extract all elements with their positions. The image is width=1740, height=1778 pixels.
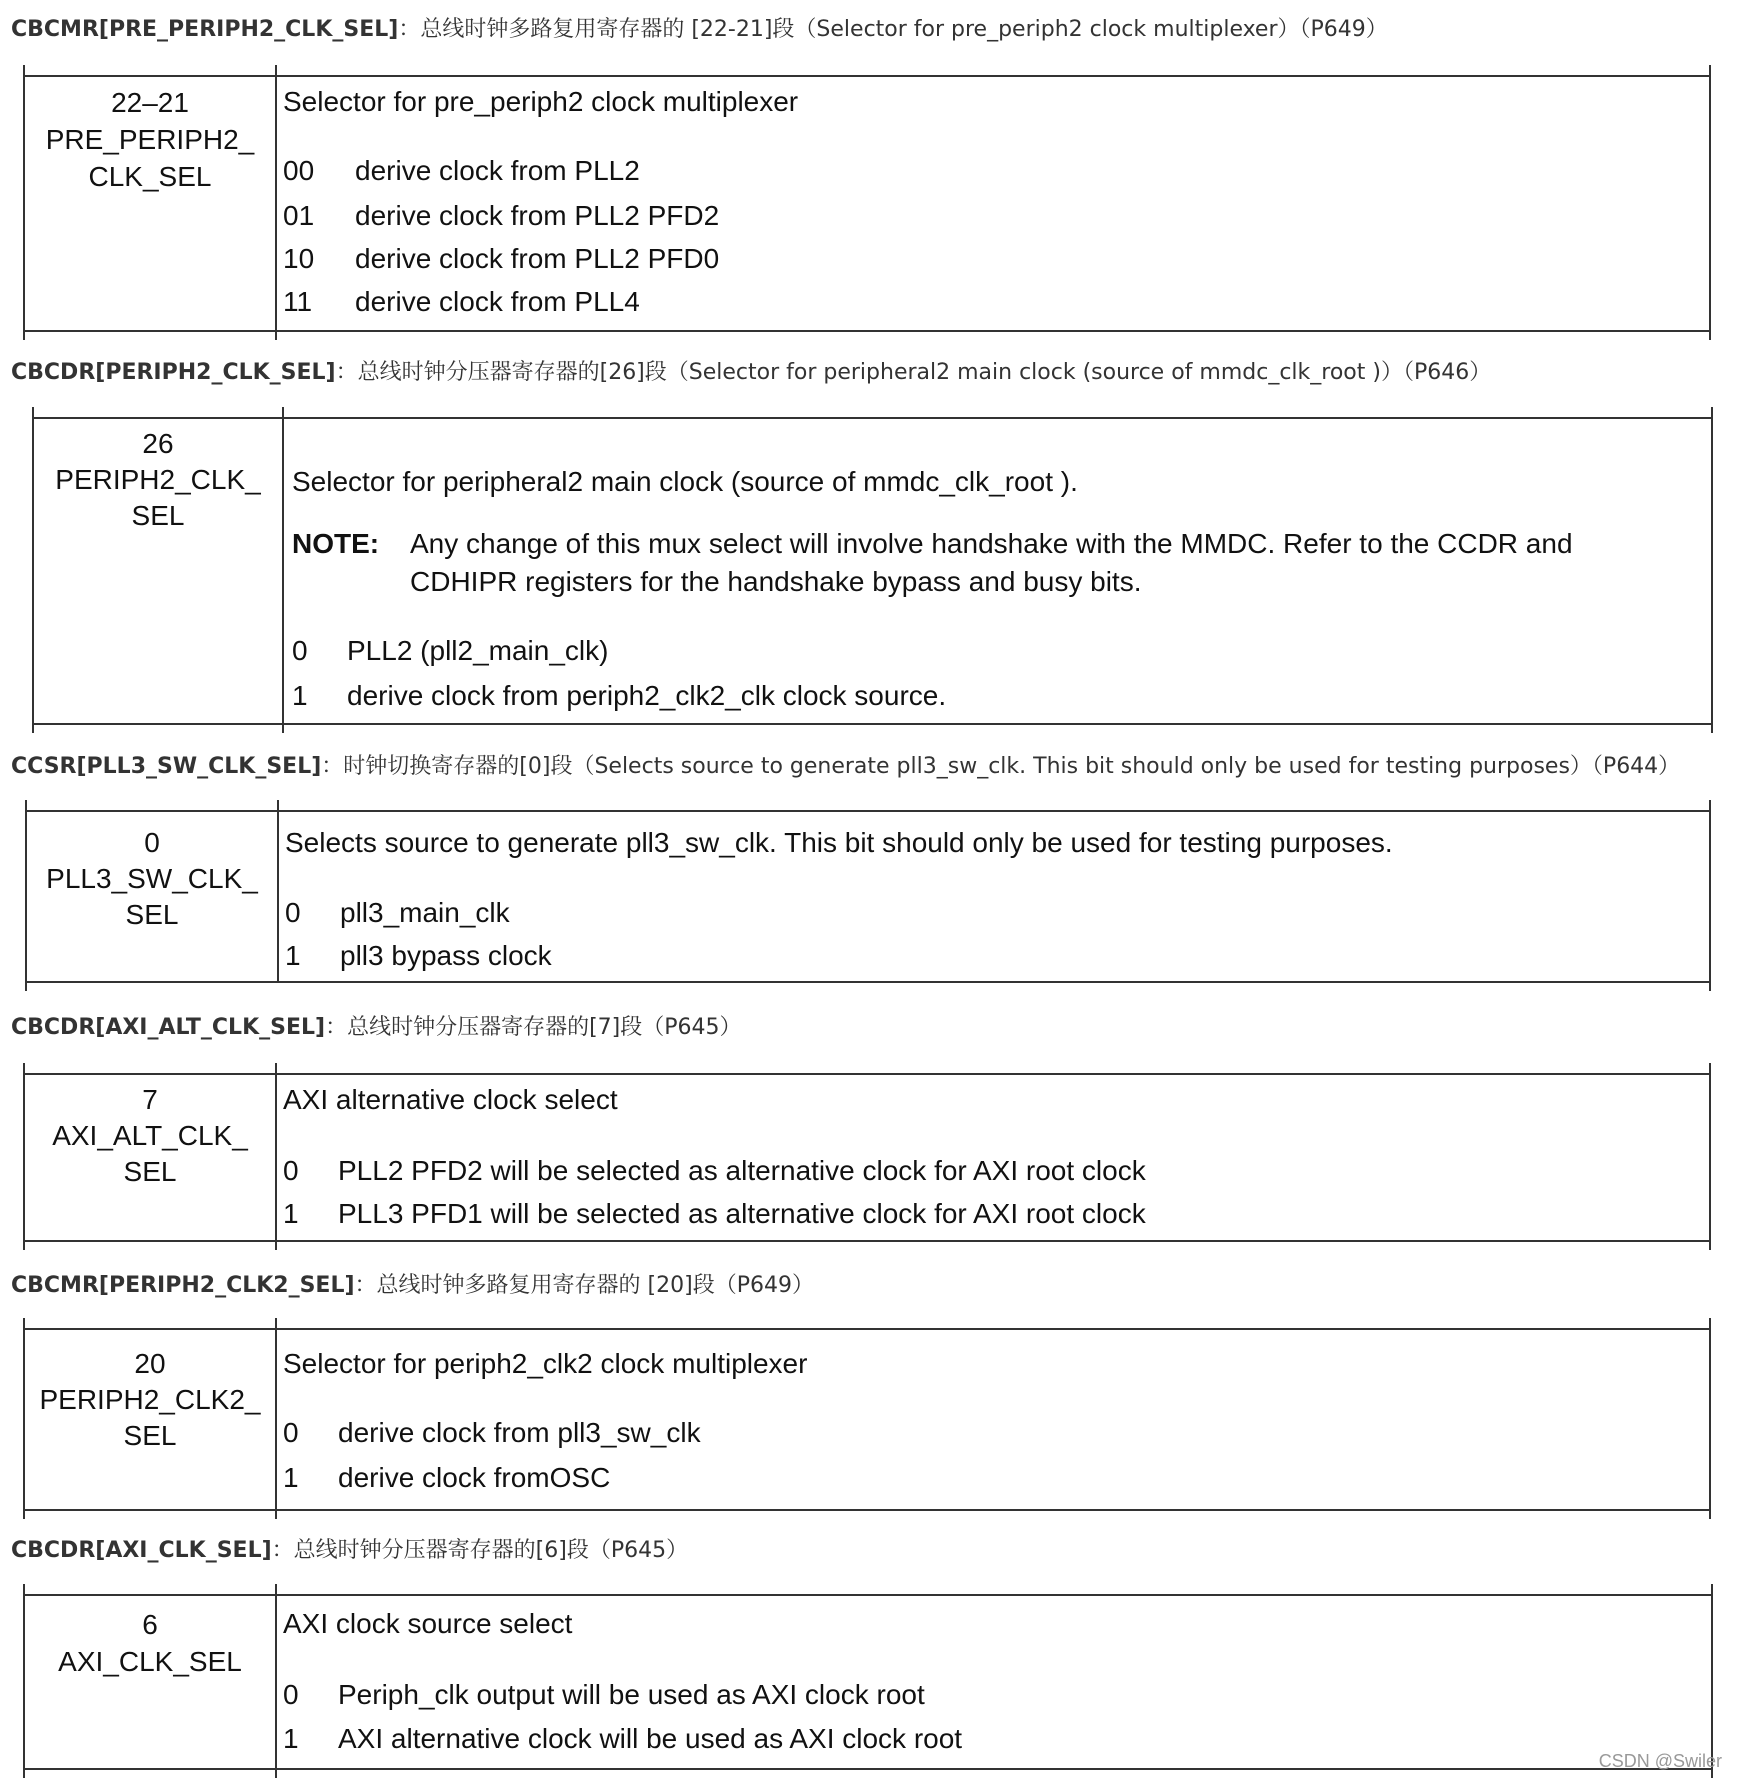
- field-title: Selector for peripheral2 main clock (source of mmdc_clk_root ).: [292, 466, 1078, 497]
- bit-range: 7: [142, 1084, 158, 1115]
- value-code: 11: [283, 286, 313, 317]
- value-description: PLL2 (pll2_main_clk): [347, 635, 609, 666]
- field-title: Selector for periph2_clk2 clock multiplexer: [283, 1348, 808, 1379]
- value-description: PLL3 PFD1 will be selected as alternative clock for AXI root clock: [338, 1198, 1146, 1229]
- register-field-table: [32, 417, 1713, 725]
- value-code: 10: [283, 243, 315, 274]
- value-code: 0: [292, 635, 308, 666]
- value-description: derive clock from pll3_sw_clk: [338, 1417, 701, 1448]
- register-description: ：总线时钟分压器寄存器的[7]段（P645）: [325, 1015, 742, 1040]
- section-heading: [11, 1271, 814, 1301]
- value-description: derive clock from PLL2: [355, 155, 640, 186]
- field-name: PRE_PERIPH2_: [45, 124, 255, 155]
- value-code: 1: [283, 1198, 299, 1229]
- field-cell: [25, 84, 275, 195]
- section-heading: [11, 1013, 742, 1043]
- value-description: derive clock from PLL4: [355, 286, 640, 317]
- field-cell: [25, 1082, 275, 1190]
- value-code: 01: [283, 200, 315, 231]
- register-name: CCSR[PLL3_SW_CLK_SEL]: [11, 754, 322, 779]
- field-title: AXI clock source select: [283, 1608, 573, 1639]
- register-field-table: [23, 1073, 1711, 1242]
- value-description: derive clock from PLL2 PFD2: [355, 200, 720, 231]
- field-cell: [34, 426, 282, 534]
- watermark: CSDN @Swiler: [1598, 1751, 1722, 1771]
- register-name: CBCDR[PERIPH2_CLK_SEL]: [11, 360, 336, 385]
- register-field-table: [23, 1328, 1711, 1511]
- value-code: 0: [283, 1679, 299, 1710]
- register-description: ：时钟切换寄存器的[0]段（Selects source to generate pll3_sw_clk. This bit should only be used for testing purposes）（P644）: [321, 754, 1681, 779]
- field-name: SEL: [123, 1156, 177, 1187]
- section-heading: [11, 15, 1388, 45]
- value-code: 0: [283, 1155, 299, 1186]
- bit-range: 6: [142, 1609, 158, 1640]
- register-name: CBCDR[AXI_CLK_SEL]: [11, 1538, 272, 1563]
- value-code: 1: [285, 940, 301, 971]
- field-name: CLK_SEL: [88, 161, 212, 192]
- bit-range: 0: [144, 827, 160, 858]
- field-name: PERIPH2_CLK_: [55, 464, 261, 495]
- value-description: pll3 bypass clock: [340, 940, 552, 971]
- value-description: AXI alternative clock will be used as AXI clock root: [338, 1723, 963, 1754]
- value-code: 1: [283, 1462, 299, 1493]
- value-description: derive clock from PLL2 PFD0: [355, 243, 720, 274]
- field-name: PLL3_SW_CLK_: [46, 863, 258, 894]
- field-name: SEL: [131, 500, 185, 531]
- field-title: AXI alternative clock select: [283, 1084, 618, 1115]
- register-description: ：总线时钟多路复用寄存器的 [20]段（P649）: [354, 1273, 814, 1298]
- register-field-table: [23, 1594, 1713, 1770]
- register-name: CBCDR[AXI_ALT_CLK_SEL]: [11, 1015, 326, 1040]
- value-description: pll3_main_clk: [340, 897, 510, 928]
- value-description: PLL2 PFD2 will be selected as alternative clock for AXI root clock: [338, 1155, 1146, 1186]
- register-field-table: [23, 75, 1711, 332]
- field-name: AXI_CLK_SEL: [58, 1646, 242, 1677]
- field-name: SEL: [125, 899, 179, 930]
- bit-range: 26: [142, 428, 174, 459]
- value-description: Periph_clk output will be used as AXI clock root: [338, 1679, 925, 1710]
- section-heading: [11, 358, 1491, 388]
- register-field-table: [25, 810, 1711, 983]
- value-code: 0: [285, 897, 301, 928]
- bit-range: 20: [134, 1348, 166, 1379]
- bit-range: 22–21: [111, 87, 189, 118]
- field-name: PERIPH2_CLK2_: [39, 1384, 261, 1415]
- register-description: ：总线时钟分压器寄存器的[6]段（P645）: [271, 1538, 689, 1563]
- section-heading: [11, 1536, 688, 1566]
- register-description: ：总线时钟多路复用寄存器的 [22-21]段（Selector for pre_periph2 clock multiplexer）（P649）: [398, 17, 1388, 42]
- value-code: 00: [283, 155, 315, 186]
- field-name: SEL: [123, 1420, 177, 1451]
- value-description: derive clock fromOSC: [338, 1462, 611, 1493]
- section-heading: [11, 752, 1680, 782]
- field-name: AXI_ALT_CLK_: [52, 1120, 248, 1151]
- note-text: Any change of this mux select will involve handshake with the MMDC. Refer to the CCDR and: [410, 528, 1573, 559]
- field-cell: [25, 1346, 275, 1454]
- value-code: 1: [283, 1723, 299, 1754]
- note-text: CDHIPR registers for the handshake bypass and busy bits.: [410, 566, 1142, 597]
- value-code: 1: [292, 680, 308, 711]
- field-cell: [27, 825, 277, 933]
- note-label: NOTE:: [292, 528, 380, 559]
- register-name: CBCMR[PRE_PERIPH2_CLK_SEL]: [11, 17, 399, 42]
- register-name: CBCMR[PERIPH2_CLK2_SEL]: [11, 1273, 355, 1298]
- value-code: 0: [283, 1417, 299, 1448]
- field-title: Selects source to generate pll3_sw_clk. This bit should only be used for testing purposes.: [285, 827, 1393, 858]
- field-title: Selector for pre_periph2 clock multiplexer: [283, 86, 799, 117]
- value-description: derive clock from periph2_clk2_clk clock source.: [347, 680, 947, 711]
- register-description: ：总线时钟分压器寄存器的[26]段（Selector for peripheral2 main clock (source of mmdc_clk_root )）（P646）: [335, 360, 1492, 385]
- field-cell: [25, 1606, 275, 1680]
